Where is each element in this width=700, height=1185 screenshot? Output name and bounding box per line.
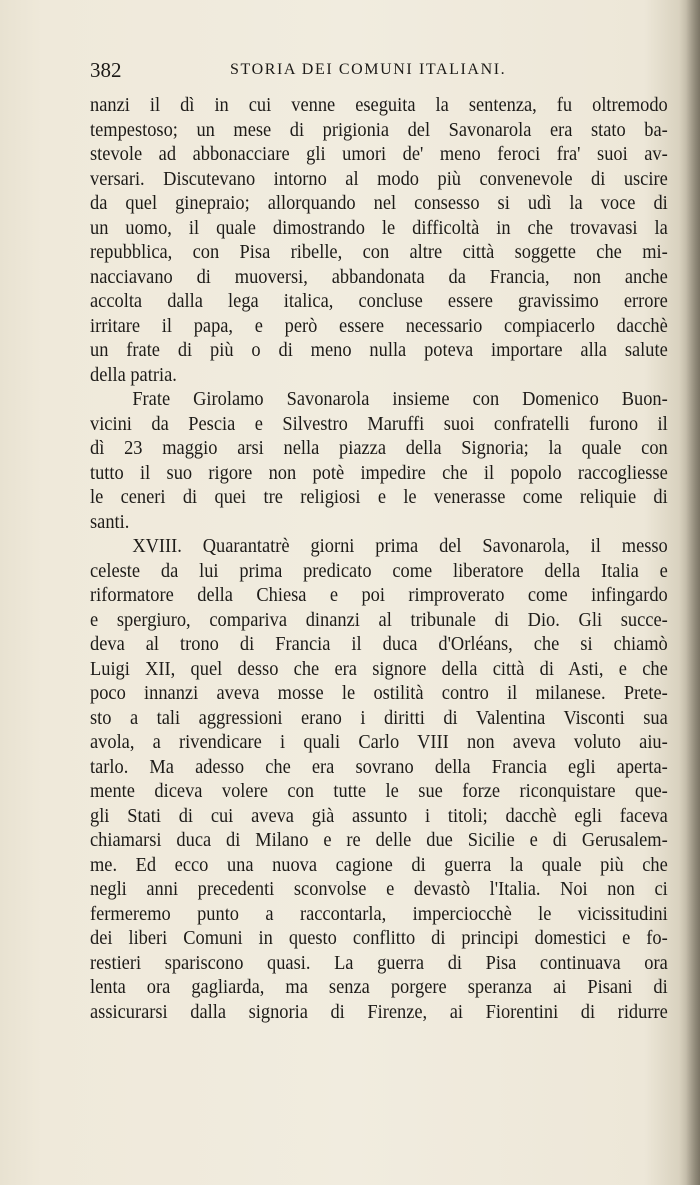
text-line: tutto il suo rigore non potè impedire che il popolo raccogliesse	[90, 461, 668, 484]
text-line: versari. Discutevano intorno al modo più convenevole di uscire	[90, 167, 668, 190]
text-line: negli anni precedenti sconvolse e devastò l'Italia. Noi non ci	[90, 878, 668, 900]
text-line: della patria.	[90, 363, 177, 386]
text-line: accolta dalla lega italica, concluse essere gravissimo errore	[90, 290, 668, 312]
text-line: vicini da Pescia e Silvestro Maruffi suoi confratelli furono il	[90, 412, 668, 435]
text-line: Frate Girolamo Savonarola insieme con Domenico Buon-	[132, 388, 668, 410]
text-line: e spergiuro, compariva dinanzi al tribunale di Dio. Gli succe-	[90, 608, 668, 631]
text-line: nanzi il dì in cui venne eseguita la sentenza, fu oltremodo	[90, 94, 668, 116]
text-line: un frate di più o di meno nulla poteva importare alla salute	[90, 339, 668, 361]
text-line: celeste da lui prima predicato come liberatore della Italia e	[90, 559, 668, 582]
text-line: assicurarsi dalla signoria di Firenze, ai Fiorentini di ridurre	[90, 1000, 668, 1023]
text-line: tarlo. Ma adesso che era sovrano della Francia egli aperta-	[90, 755, 668, 778]
text-line: sto a tali aggressioni erano i diritti di Valentina Visconti sua	[90, 706, 668, 729]
text-line: riformatore della Chiesa e poi rimproverato come infingardo	[90, 584, 668, 606]
text-line: repubblica, con Pisa ribelle, con altre città soggette che mi-	[90, 241, 668, 263]
text-line: irritare il papa, e però essere necessario compiacerlo dacchè	[90, 314, 668, 337]
text-line: gli Stati di cui aveva già assunto i titoli; dacchè egli faceva	[90, 804, 668, 827]
text-line: santi.	[90, 510, 130, 533]
body-text	[90, 93, 668, 1024]
text-line: un uomo, il quale dimostrando le difficoltà in che trovavasi la	[90, 216, 668, 239]
text-line: tempestoso; un mese di prigionia del Savonarola era stato ba-	[90, 118, 668, 141]
text-line: me. Ed ecco una nuova cagione di guerra la quale più che	[90, 853, 668, 876]
text-line: dì 23 maggio arsi nella piazza della Signoria; la quale con	[90, 437, 668, 459]
text-line: le ceneri di quei tre religiosi e le venerasse come reliquie di	[90, 486, 668, 508]
page-header	[90, 58, 668, 88]
text-line: deva al trono di Francia il duca d'Orléans, che si chiamò	[90, 633, 668, 655]
text-line: lenta ora gagliarda, ma senza porgere speranza ai Pisani di	[90, 976, 668, 998]
text-line: nacciavano di muoversi, abbandonata da Francia, non anche	[90, 265, 668, 288]
running-title: STORIA DEI COMUNI ITALIANI.	[230, 61, 507, 78]
binding-shadow	[686, 0, 700, 1185]
text-line: da quel ginepraio; allorquando nel consesso si udì la voce di	[90, 192, 668, 214]
text-line: chiamarsi duca di Milano e re delle due Sicilie e di Gerusalem-	[90, 829, 668, 851]
text-line: avola, a rivendicare i quali Carlo VIII non aveva voluto aiu-	[90, 731, 668, 753]
text-line: dei liberi Comuni in questo conflitto di principi domestici e fo-	[90, 927, 668, 949]
text-line: fermeremo punto a raccontarla, imperciocchè le vicissitudini	[90, 902, 668, 925]
text-line: stevole ad abbonacciare gli umori de' meno feroci fra' suoi av-	[90, 143, 668, 165]
text-line: Luigi XII, quel desso che era signore della città di Asti, e che	[90, 657, 668, 680]
text-line: restieri spariscono quasi. La guerra di Pisa continuava ora	[90, 951, 668, 974]
text-line: mente diceva volere con tutte le sue forze riconquistare que-	[90, 780, 668, 802]
page-number: 382	[90, 58, 122, 82]
text-line: poco innanzi aveva mosse le ostilità contro il milanese. Prete-	[90, 682, 668, 704]
text-line: XVIII. Quarantatrè giorni prima del Savonarola, il messo	[132, 535, 668, 557]
